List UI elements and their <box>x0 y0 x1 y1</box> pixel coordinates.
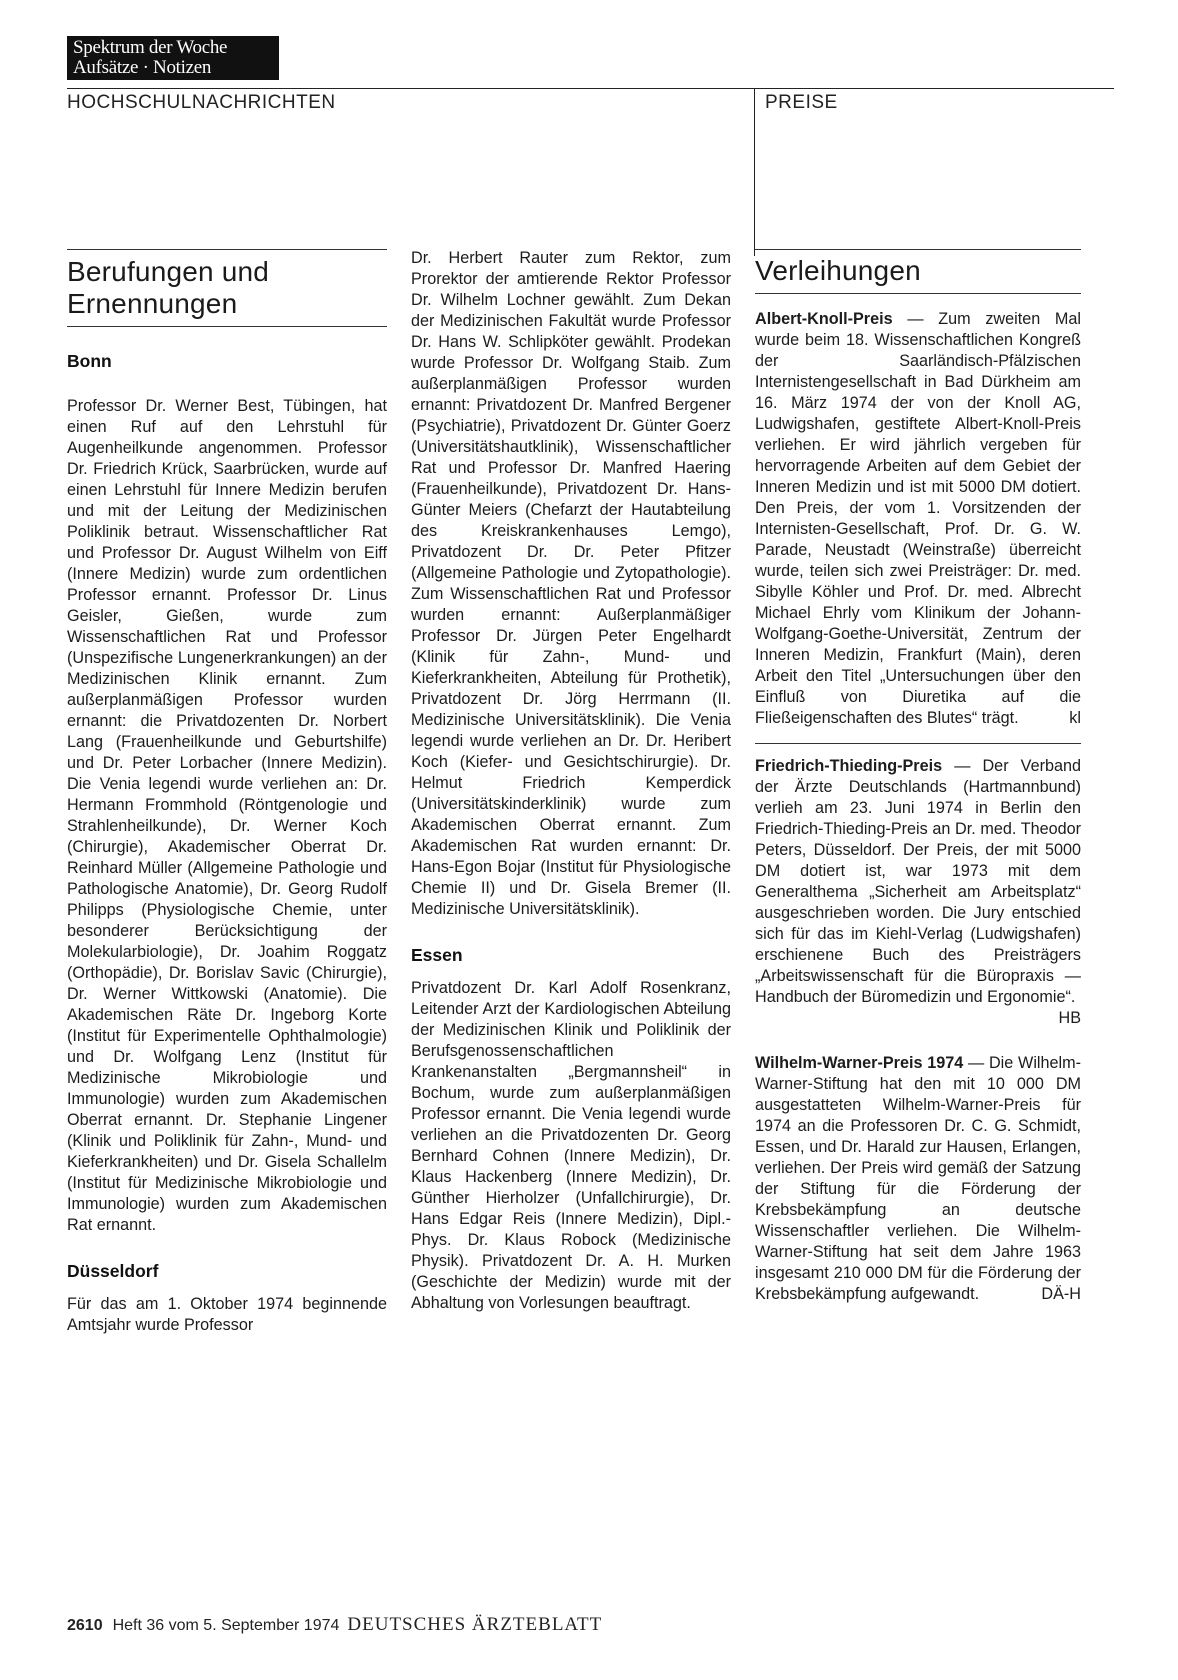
prize-friedrich-thieding <box>755 756 1081 1027</box>
prize-friedrich-thieding-text: — Der Verband der Ärzte Deutschlands (Hartmannbund) verlieh am 23. Juni 1974 in Berlin den Friedrich-Thieding-Preis an Dr. med. Theodor Peters, Düsseldorf. Der Preis, der mit 5000 DM dotiert ist, war 1973 mit dem Generalthema „Sicherheit am Arbeitsplatz“ ausgeschrieben worden. Die Jury entschied sich für das im Kiehl-Verlag (Ludwigshafen) erschienene Buch des Preisträgers „Arbeitswissenschaft für die Büropraxis — Handbuch der Büromedizin und Ergonomie“. <box>755 757 1081 1006</box>
page-number: 2610 <box>67 1617 103 1634</box>
prize-albert-knoll <box>755 309 1081 729</box>
column-left <box>67 396 387 1336</box>
heading-essen: Essen <box>411 945 463 965</box>
paragraph-duesseldorf-cont: Dr. Herbert Rauter zum Rektor, zum Prorektor der amtierende Rektor Professor Dr. Wilhelm Lochner gewählt. Zum Dekan der Medizinischen Fakultät wurde Professor Dr. Hans W. Schlipköter gewählt. Prodekan wurde Professor Dr. Wolfgang Staib. Zum außerplanmäßigen Professor wurden ernannt: Privatdozent Dr. Manfred Bergener (Psychiatrie), Privatdozent Dr. Günter Goerz (Universitätshautklinik), Wissenschaftlicher Rat und Professor Dr. Manfred Haering (Frauenheilkunde), Privatdozent Dr. Hans-Günter Meiers (Chefarzt der Hautabteilung des Kreiskrankenhauses Lemgo), Privatdozent Dr. Dr. Peter Pfitzer (Allgemeine Pathologie und Zytopathologie). Zum Wissenschaftlichen Rat und Professor wurden ernannt: Außerplanmäßiger Professor Dr. Jürgen Peter Engelhardt (Klinik für Zahn-, Mund- und Kieferkrankheiten, Abteilung für Prothetik), Privatdozent Dr. Jörg Herrmann (II. Medizinische Universitätsklinik). Die Venia legendi wurde verliehen an Dr. Dr. Heribert Koch (Kiefer- und Gesichtschirurgie). Dr. Helmut Friedrich Kemperdick (Universitätskinderklinik) wurde zum Akademischen Oberrat ernannt. Zum Akademischen Rat wurden ernannt: Dr. Hans-Egon Bojar (Institut für Physiologische Chemie II) und Dr. Gisela Bremer (II. Medizinische Universitätsklinik). <box>411 249 731 918</box>
article-title-line-1: Berufungen und <box>67 256 270 287</box>
header-line-2: Aufsätze · Notizen <box>73 57 212 78</box>
page-footer <box>67 1614 602 1636</box>
header-line-1: Spektrum der Woche <box>73 37 228 58</box>
prize-albert-knoll-name: Albert-Knoll-Preis <box>755 310 893 328</box>
paragraph-bonn: Professor Dr. Werner Best, Tübingen, hat einen Ruf auf den Lehrstuhl für Augenheilkunde angenommen. Professor Dr. Friedrich Krück, Saarbrücken, wurde auf einen Lehrstuhl für Innere Medizin berufen und mit der Leitung der Medizinischen Poliklinik betraut. Wissenschaftlicher Rat und Professor Dr. August Wilhelm von Eiff (Innere Medizin) wurde zum ordentlichen Professor ernannt. Professor Dr. Linus Geisler, Gießen, wurde zum Wissenschaftlichen Rat und Professor (Unspezifische Lungenerkrankungen) an der Medizinischen Klinik ernannt. Zum außerplanmäßigen Professor wurden ernannt: die Privatdozenten Dr. Norbert Lang (Frauenheilkunde und Geburtshilfe) und Dr. Peter Lorbacher (Innere Medizin). Die Venia legendi wurde verliehen an: Dr. Hermann Frommhold (Röntgenologie und Strahlenheilkunde), Dr. Werner Koch (Chirurgie), Akademischer Oberrat Dr. Reinhard Müller (Allgemeine Pathologie und Pathologische Anatomie), Dr. Georg Rudolf Philipps (Physiologische Chemie, unter besonderer Berücksichtigung der Molekularbiologie), Dr. Joahim Roggatz (Orthopädie), Dr. Borislav Savic (Chirurgie), Dr. Werner Wittkowski (Anatomie). Die Akademischen Räte Dr. Ingeborg Korte (Institut für Experimentelle Ophthalmologie) und Dr. Wolfgang Lenz (Institut für Medizinische Mikrobiologie und Immunologie) wurden zum Akademischen Oberrat ernannt. Dr. Stephanie Lingener (Klinik und Poliklinik für Zahn-, Mund- und Kieferkrankheiten) und Dr. Gisela Schallelm (Institut für Medizinische Mikrobiologie und Immunologie) wurden zum Akademischen Rat ernannt. <box>67 397 387 1234</box>
signature-dae-h: DÄ-H <box>1041 1285 1081 1303</box>
column-middle <box>411 248 731 1314</box>
section-divider <box>754 88 755 256</box>
heading-duesseldorf: Düsseldorf <box>67 1261 159 1281</box>
paragraph-essen: Privatdozent Dr. Karl Adolf Rosenkranz, Leitender Arzt der Kardiologischen Abteilung der Medizinischen Klinik und Poliklinik der Berufsgenossenschaftlichen Krankenanstalten „Bergmannsheil“ in Bochum, wurde zum außerplanmäßigen Professor ernannt. Die Venia legendi wurde verliehen an die Privatdozenten Dr. Georg Bernhard Cohnen (Innere Medizin), Dr. Klaus Hackenberg (Innere Medizin), Dr. Günther Hierholzer (Unfallchirurgie), Dr. Hans Edgar Reis (Innere Medizin), Dipl.-Phys. Dr. Klaus Robock (Medizinische Physik). Privatdozent Dr. A. H. Murken (Geschichte der Medizin) wurde mit der Abhaltung von Vorlesungen beauftragt. <box>411 979 731 1312</box>
prize-albert-knoll-text: — Zum zweiten Mal wurde beim 18. Wissenschaftlichen Kongreß der Saarländisch-Pfälzischen Internistengesellschaft in Bad Dürkheim am 16. März 1974 der von der Knoll AG, Ludwigshafen, gestiftete Albert-Knoll-Preis verliehen. Er wird jährlich vergeben für hervorragende Arbeiten auf dem Gebiet der Inneren Medizin und ist mit 5000 DM dotiert. Den Preis, der vom 1. Vorsitzenden der Internisten-Gesellschaft, Prof. Dr. G. W. Parade, Neustadt (Weinstraße) überreicht wurde, teilen sich zwei Preisträger: Dr. med. Sibylle Köhler und Prof. Dr. med. Albrecht Michael Ehrly vom Klinikum der Johann-Wolfgang-Goethe-Universität, Zentrum der Inneren Medizin, Frankfurt (Main), deren Arbeit den Titel „Untersuchungen über den Einfluß von Diuretika auf die Fließeigenschaften des Blutes“ trägt. <box>755 310 1081 727</box>
journal-name: DEUTSCHES ÄRZTEBLATT <box>347 1614 603 1635</box>
article-title <box>67 256 269 320</box>
title-rule-top-right <box>755 249 1081 250</box>
column-right <box>755 309 1081 1305</box>
title-rule-bottom-right <box>755 293 1081 294</box>
prize-wilhelm-warner <box>755 1053 1081 1305</box>
prize-wilhelm-warner-name: Wilhelm-Warner-Preis 1974 <box>755 1054 964 1072</box>
title-rule-bottom-left <box>67 326 387 327</box>
issue-info: Heft 36 vom 5. September 1974 <box>112 1617 340 1634</box>
top-rule-right <box>754 88 1114 89</box>
heading-bonn: Bonn <box>67 351 112 371</box>
article-title-line-2: Ernennungen <box>67 288 238 319</box>
top-rule-left <box>67 88 754 89</box>
signature-hb: HB <box>1058 1009 1081 1027</box>
signature-kl: kl <box>1069 709 1081 727</box>
prize-divider-1 <box>755 743 1081 744</box>
paragraph-duesseldorf: Für das am 1. Oktober 1974 beginnende Amtsjahr wurde Professor <box>67 1295 387 1334</box>
section-header-box <box>67 36 279 80</box>
prize-friedrich-thieding-name: Friedrich-Thieding-Preis <box>755 757 943 775</box>
section-label-right: PREISE <box>765 92 838 113</box>
section-label-left: HOCHSCHULNACHRICHTEN <box>67 92 336 113</box>
prize-wilhelm-warner-text: — Die Wilhelm-Warner-Stiftung hat den mit 10 000 DM ausgestatteten Wilhelm-Warner-Preis für 1974 an die Professoren Dr. C. G. Schmidt, Essen, und Dr. Harald zur Hausen, Erlangen, verliehen. Der Preis wird gemäß der Satzung der Stiftung für die Förderung der Krebsbekämpfung an deutsche Wissenschaftler verliehen. Die Wilhelm-Warner-Stiftung hat seit dem Jahre 1963 insgesamt 210 000 DM für die Förderung der Krebsbekämpfung aufgewandt. <box>755 1054 1081 1303</box>
prizes-title: Verleihungen <box>755 255 921 286</box>
title-rule-top-left <box>67 249 387 250</box>
